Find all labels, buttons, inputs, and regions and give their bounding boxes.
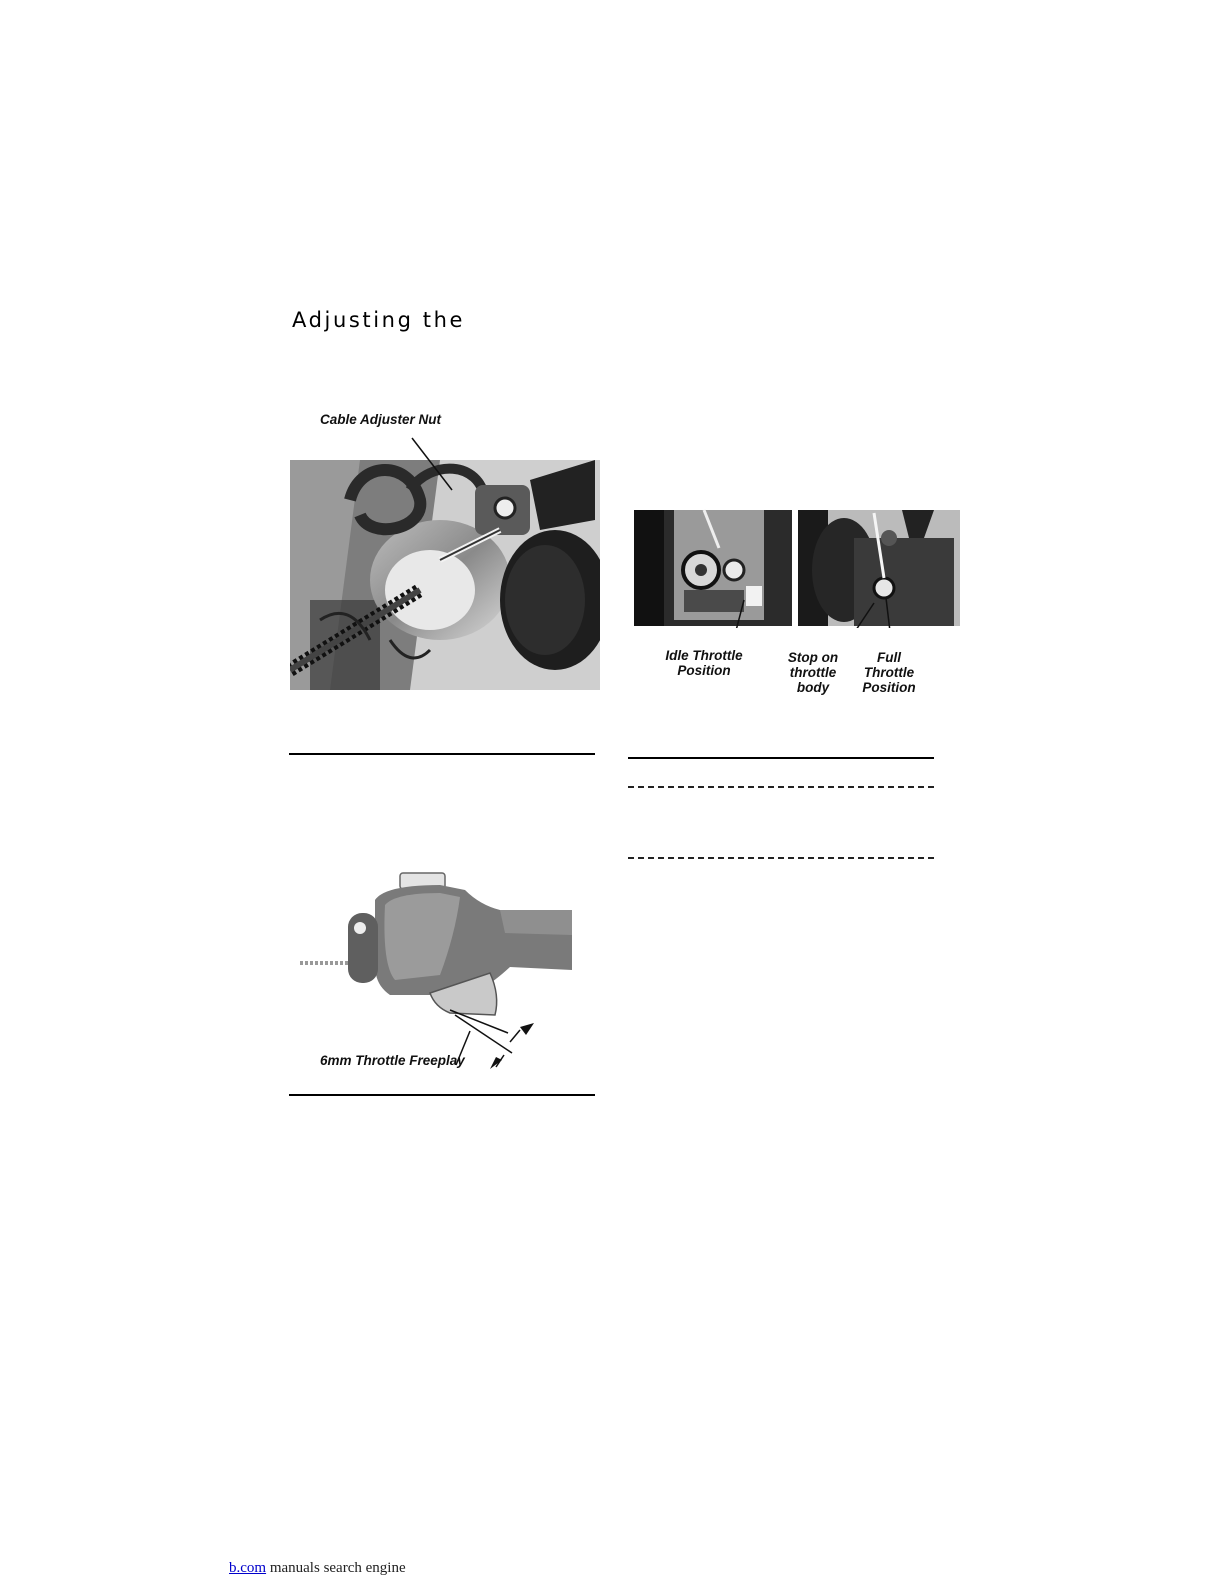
cable-adjuster-label: Cable Adjuster Nut (320, 412, 442, 427)
throttle-freeplay-photo (290, 855, 590, 1080)
section-heading: Adjusting the (292, 308, 466, 332)
throttle-freeplay-label: 6mm Throttle Freeplay (320, 1053, 465, 1068)
cable-adjuster-photo (290, 400, 600, 690)
footer (229, 1560, 406, 1577)
right-dashed-line-2 (628, 857, 934, 859)
throttle-positions-figure (634, 508, 960, 708)
cable-adjuster-figure (290, 400, 600, 690)
right-dashed-line-1 (628, 786, 934, 788)
full-throttle-label: Full Throttle Position (862, 650, 916, 695)
stop-throttle-body-label: Stop on throttle body (787, 650, 839, 695)
idle-throttle-label: Idle Throttle Position (665, 648, 743, 678)
footer-link[interactable]: b.com (229, 1560, 267, 1576)
left-divider-bottom (289, 1094, 595, 1096)
footer-suffix: manuals search engine (269, 1560, 406, 1576)
left-divider-top (289, 753, 595, 755)
throttle-positions-photo (634, 508, 960, 628)
right-divider-top (628, 757, 934, 759)
throttle-freeplay-figure (290, 855, 590, 1080)
